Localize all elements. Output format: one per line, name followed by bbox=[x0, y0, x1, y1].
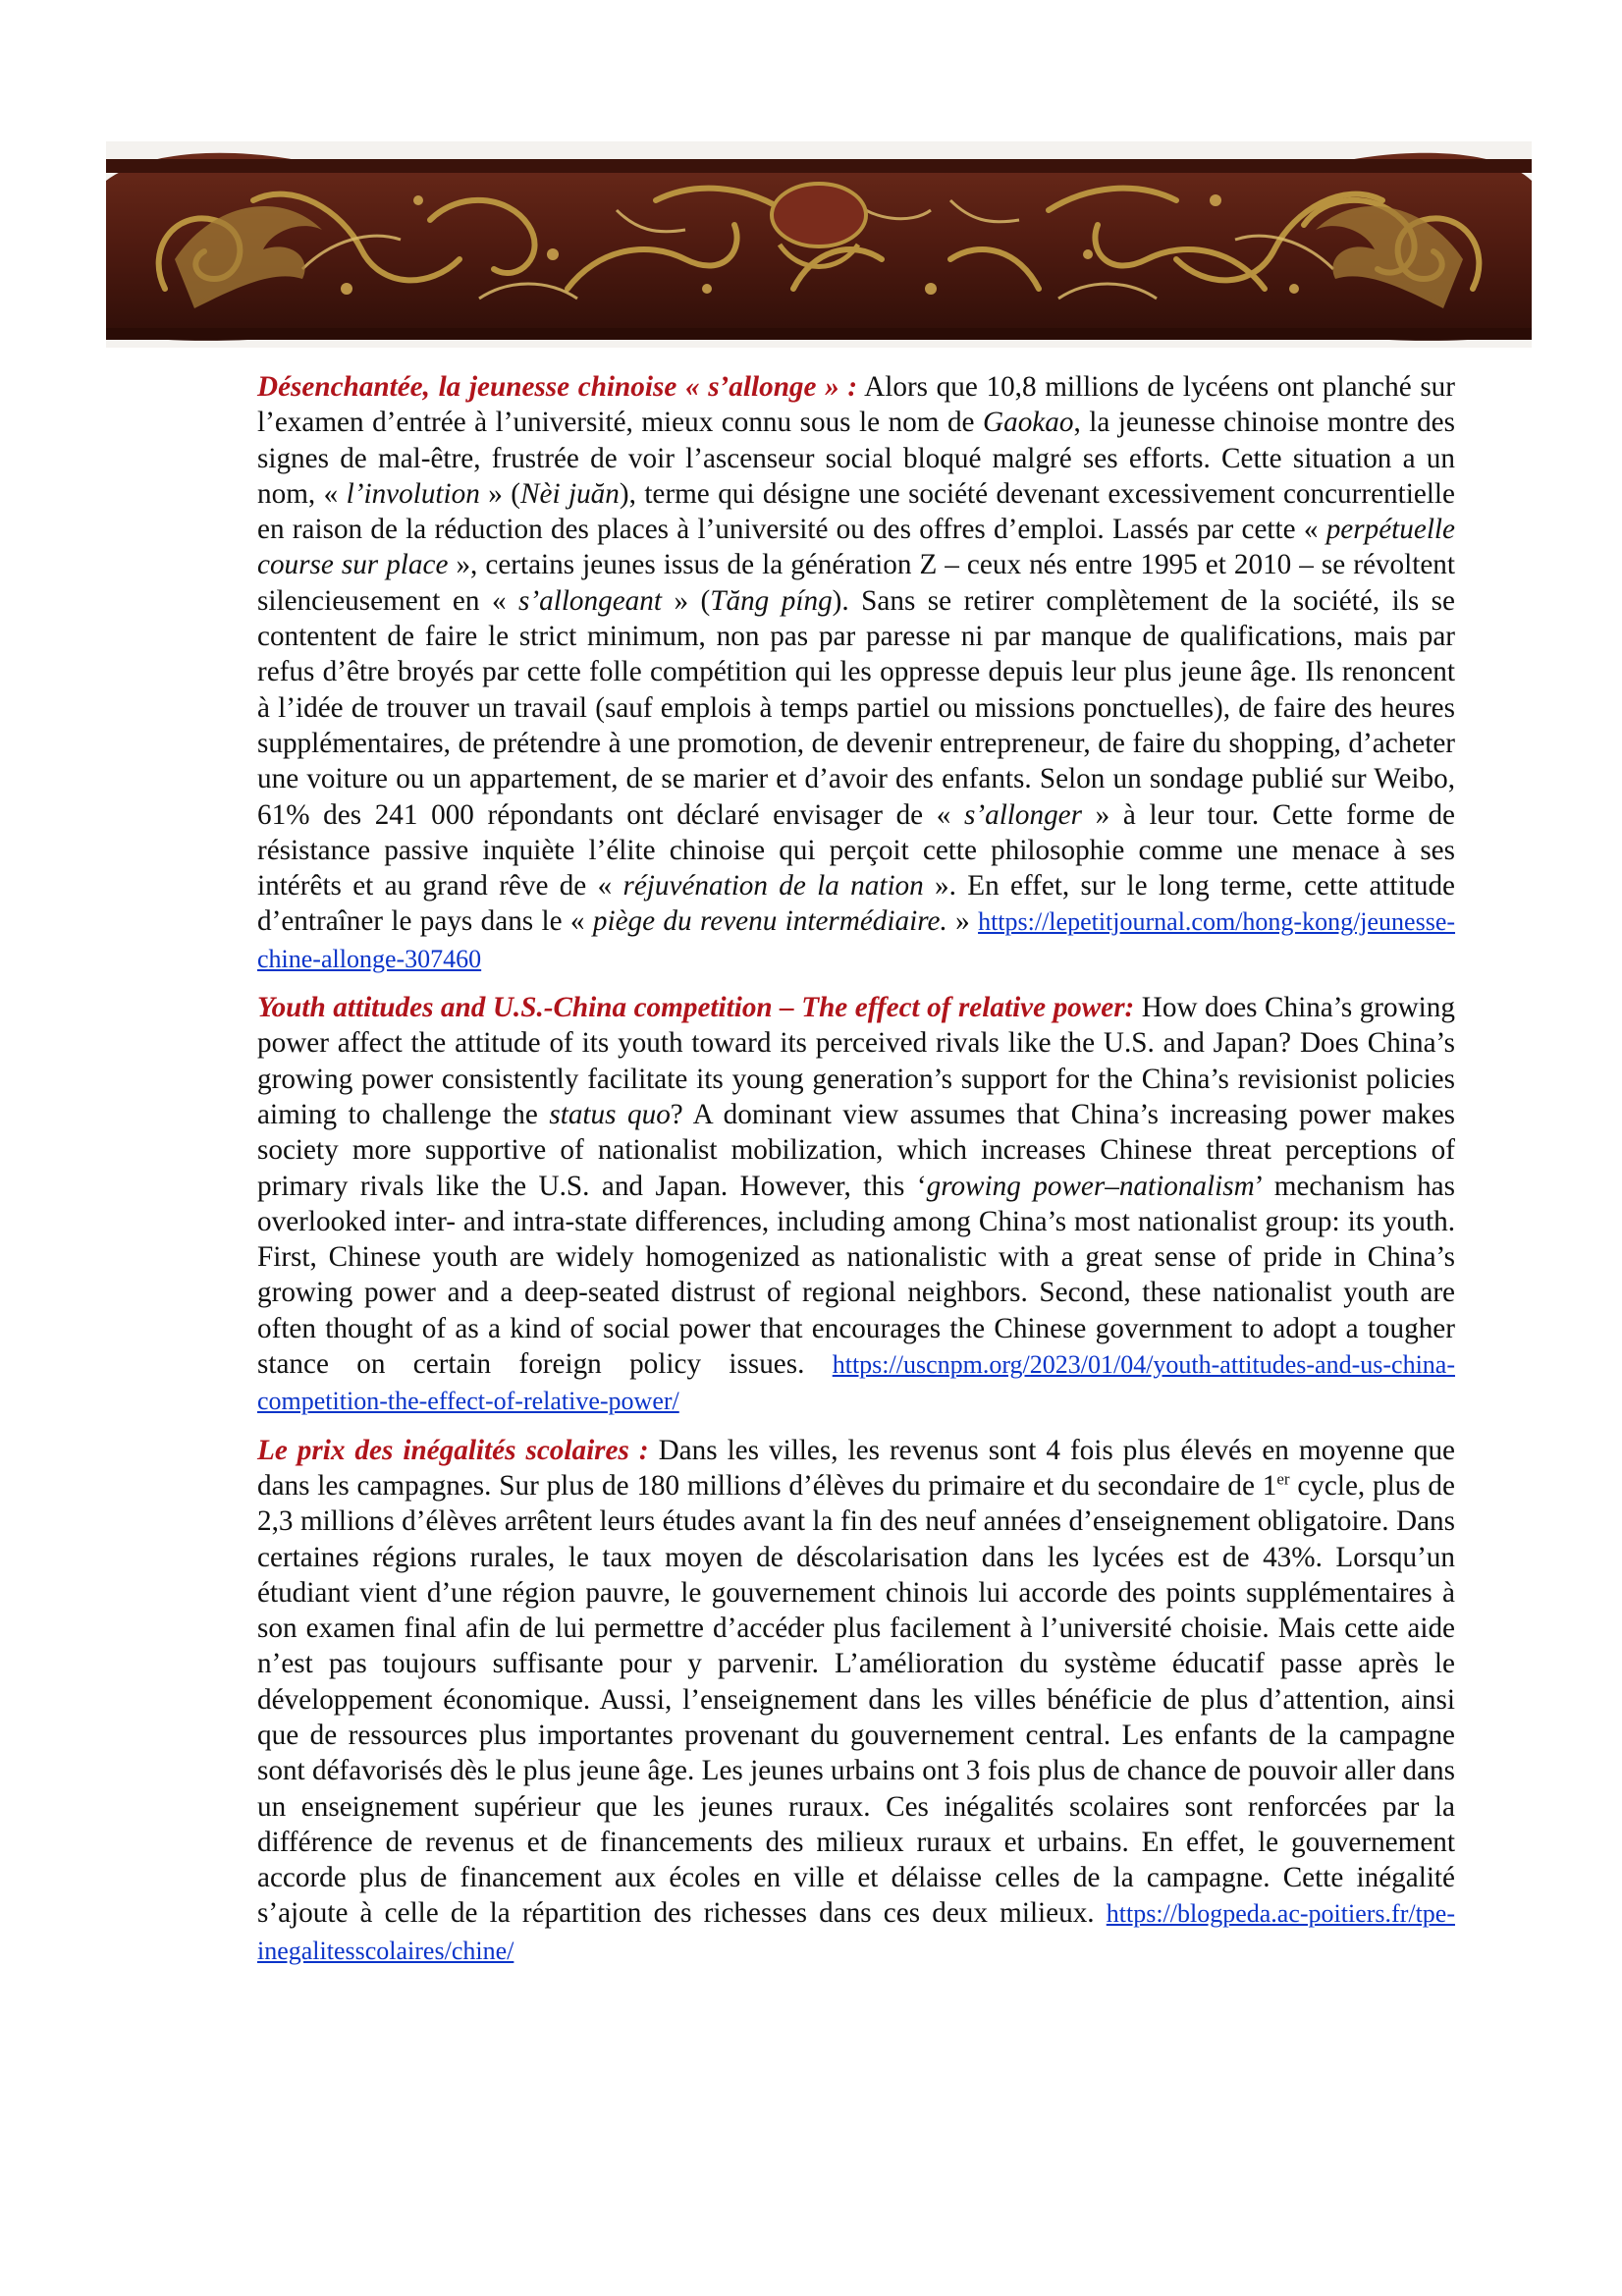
article-text: cycle, plus de 2,3 millions d’élèves arrêtent leurs études avant la fin des neuf années d’enseignement obligatoire. Dans certaines régions rurales, le taux moyen de déscolarisation dans les lycées est de 43%. Lorsqu’un étudiant vient d’une région pauvre, le gouvernement chinois lui accorde des points supplémentaires à son examen final afin de lui permettre d’accéder plus facilement à l’université choisie. Mais cette aide n’est pas toujours suffisante pour y parvenir. L’amélioration du système éducatif passe après le développement économique. Aussi, l’enseignement dans les villes bénéficie de plus d’attention, ainsi que de ressources plus importantes provenant du gouvernement central. Les enfants de la campagne sont défavorisés dès le plus jeune âge. Les jeunes urbains ont 3 fois plus de chance de pouvoir aller dans un enseignement supérieur que les jeunes ruraux. Ces inégalités scolaires sont renforcées par la différence de revenus et de financements des milieux ruraux et urbains. En effet, le gouvernement accorde plus de financement aux écoles en ville et délaisse celles de la campagne. Cette inégalité s’ajoute à celle de la répartition des richesses dans ces deux milieux. bbox=[257, 1469, 1455, 1930]
article-italic-text: Tăng píng bbox=[710, 584, 833, 617]
article-text: » à leur tour. Cette forme de résistance passive inquiète l’élite chinoise qui perçoit cette philosophie comme une menace à ses intérêts et au grand rêve de « bbox=[257, 798, 1455, 902]
article-text: How does China’s growing power affect the attitude of its youth toward its perceived rivals like the U.S. and Japan? Does China’s growing power consistently facilitate its young generation’s support for the China’s revisionist policies aiming to challenge the bbox=[257, 992, 1455, 1130]
article-text: ’ mechanism has overlooked inter- and intra-state differences, including among China’s most nationalist group: its youth. First, Chinese youth are widely homogenized as nationalistic with a great sense of pride in China’s growing power and a deep-seated distrust of regional neighbors. Second, these nationalist youth are often thought of as a kind of social power that encourages the Chinese government to adopt a tougher stance on certain foreign policy issues. bbox=[257, 1170, 1455, 1381]
article-text: » ( bbox=[661, 584, 711, 617]
article-text: , la jeunesse chinoise montre des signes de mal-être, frustrée de voir l’ascenseur social bloqué malgré ses efforts. Cette situation a un nom, « bbox=[257, 407, 1456, 510]
article-italic-text: piège du revenu intermédiaire. bbox=[592, 905, 947, 938]
article-text: » bbox=[946, 905, 979, 938]
superscript-er: er bbox=[1276, 1469, 1290, 1489]
article-italic-text: réjuvénation de la nation bbox=[622, 870, 924, 902]
article-italic-text: status quo bbox=[549, 1098, 671, 1130]
article-text: Alors que 10,8 millions de lycéens ont planché sur l’examen d’entrée à l’université, mieux connu sous le nom de bbox=[257, 371, 1455, 439]
banner-carved-wood-image bbox=[106, 141, 1532, 348]
article-italic-text: s’allongeant bbox=[518, 584, 662, 617]
article-heading: Désenchantée, la jeunesse chinoise « s’allonge » : bbox=[257, 371, 858, 403]
article-text: ». En effet, sur le long terme, cette attitude d’entraîner le pays dans le « bbox=[257, 870, 1455, 938]
article-column bbox=[257, 369, 1455, 1982]
article-italic-text: Gaokao bbox=[983, 407, 1074, 439]
article-text: ), terme qui désigne une société devenant excessivement concurrentielle en raison de la réduction des places à l’université ou des offres d’emploi. Lassés par cette « bbox=[257, 477, 1455, 546]
article-ac-poitiers bbox=[257, 1433, 1455, 1969]
article-italic-text: l’involution bbox=[346, 477, 480, 510]
article-text: ? A dominant view assumes that China’s increasing power makes society more supportive of nationalist mobilization, which increases Chinese threat perceptions of primary rivals like the U.S. and Japan. However, this ‘ bbox=[257, 1098, 1456, 1202]
source-link[interactable]: https://blogpeda.ac-poitiers.fr/tpe-inegalitesscolaires/chine/ bbox=[257, 1899, 1455, 1965]
article-italic-text: perpétuelle course sur place bbox=[257, 514, 1455, 581]
article-italic-text: Nèi juăn bbox=[520, 477, 620, 510]
article-italic-text: s’allonger bbox=[964, 798, 1083, 831]
source-link[interactable]: https://lepetitjournal.com/hong-kong/jeunesse-chine-allonge-307460 bbox=[257, 907, 1456, 973]
article-text: » ( bbox=[479, 477, 521, 510]
carved-phoenix-panel-illustration bbox=[106, 141, 1532, 348]
article-text: », certains jeunes issus de la génération Z – ceux nés entre 1995 et 2010 – se révoltent silencieusement en « bbox=[257, 549, 1455, 617]
article-text: ). Sans se retirer complètement de la société, ils se contentent de faire le strict minimum, non pas par paresse ni par manque de qualifications, mais par refus d’être broyés par cette folle compétition qui les oppresse depuis leur plus jeune âge. Ils renoncent à l’idée de trouver un travail (sauf emplois à temps partiel ou missions ponctuelles), de faire des heures supplémentaires, de prétendre à une promotion, de devenir entrepreneur, de faire du shopping, d’acheter une voiture ou un appartement, de se marier et d’avoir des enfants. Selon un sondage publié sur Weibo, 61% des 241 000 répondants ont déclaré envisager de « bbox=[257, 584, 1455, 831]
article-lepetitjournal bbox=[257, 369, 1455, 977]
article-uscnpm bbox=[257, 990, 1455, 1420]
article-italic-text: growing power–nationalism bbox=[926, 1170, 1255, 1202]
article-heading: Youth attitudes and U.S.-China competition – The effect of relative power: bbox=[257, 992, 1135, 1024]
source-link[interactable]: https://uscnpm.org/2023/01/04/youth-attitudes-and-us-china-competition-the-effect-of-relative-power/ bbox=[257, 1350, 1455, 1416]
article-text: Dans les villes, les revenus sont 4 fois plus élevés en moyenne que dans les campagnes. Sur plus de 180 millions d’élèves du primaire et du secondaire de 1 bbox=[257, 1434, 1456, 1502]
article-heading: Le prix des inégalités scolaires : bbox=[257, 1434, 649, 1466]
